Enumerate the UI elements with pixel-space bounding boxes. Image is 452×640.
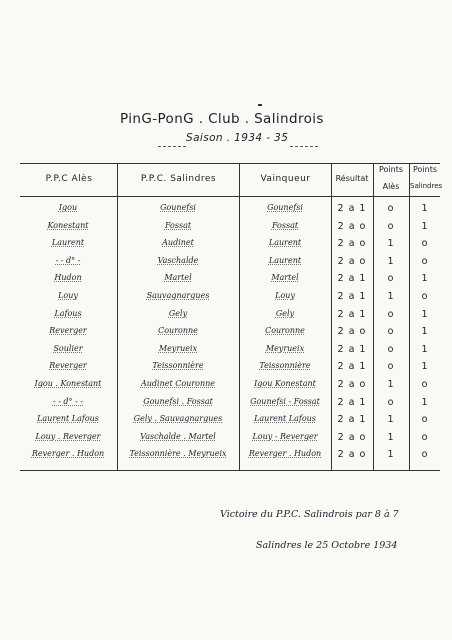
header-points-ales: Points [378,165,404,174]
cell-points-salindres: 1 [421,308,429,320]
cell-points-ales: o [387,308,395,320]
cell-vainqueur: Laurent [268,238,302,248]
header-ppc-salindres: P.P.C. Salindres [140,174,217,184]
cell-vainqueur: Laurent [268,255,302,265]
cell-points-ales: o [387,273,395,285]
cell-points-salindres: 1 [421,396,429,408]
cell-points-ales: o [387,220,395,232]
cell-vainqueur: Louy - Reverger [252,431,318,441]
cell-vainqueur: Reverger . Hudon [248,449,322,459]
cell-points-ales: 1 [387,379,395,390]
cell-points-salindres: 1 [421,220,429,232]
cell-points-ales: 1 [387,449,395,461]
cell-points-salindres: o [421,379,429,390]
cell-points-salindres: o [421,238,429,250]
cell-resultat: 2 a o [337,255,367,267]
cell-ppc-salindres: Vaschalde [157,255,199,265]
cell-points-salindres: o [421,255,429,267]
cell-points-salindres: o [421,291,429,302]
cell-vainqueur: Laurent Lafous [254,414,316,424]
cell-points-ales: o [387,396,395,408]
cell-resultat: 2 a o [337,220,367,232]
cell-ppc-salindres: Audinet Couronne [140,379,216,388]
cell-ppc-salindres: Gely [168,308,188,318]
subtitle-dash-left [158,146,186,147]
header-points-salindres-label: Salindres [410,182,443,190]
cell-vainqueur: Teissonnière [259,361,311,371]
cell-points-ales: o [387,203,395,214]
cell-points-salindres: 1 [421,203,429,214]
cell-points-ales: 1 [387,238,395,250]
cell-resultat: 2 a o [337,238,367,250]
cell-points-salindres: o [421,449,429,461]
cell-vainqueur: Gounefsi - Fossat [250,396,320,406]
cell-ppc-ales: Louy . Reverger [35,431,101,441]
cell-ppc-ales: Reverger [49,326,87,336]
cell-ppc-ales: Laurent [51,238,85,248]
table-header-rule [20,196,440,197]
cell-points-ales: o [387,326,395,338]
cell-vainqueur: Meyrueix [265,343,305,353]
cell-points-ales: o [387,343,395,355]
cell-ppc-salindres: Meyrueix [158,343,198,353]
cell-vainqueur: Martel [271,273,299,283]
header-ppc-ales: P.P.C Alès [45,174,93,184]
table-top-rule [20,163,440,164]
cell-resultat: 2 a 1 [337,343,367,355]
cell-ppc-ales: Reverger [49,361,87,371]
cell-ppc-salindres: Teissonnière [152,361,204,371]
cell-points-salindres: 1 [421,326,429,338]
cell-points-salindres: o [421,414,429,426]
cell-resultat: 2 a o [337,431,367,443]
cell-points-ales: 1 [387,255,395,267]
cell-resultat: 2 a o [337,449,367,461]
header-resultat: Résultat [335,174,369,183]
cell-vainqueur: Igou Konestant [254,379,316,388]
header-points-ales-label: Alès [382,182,400,191]
cell-resultat: 2 a 1 [337,396,367,408]
cell-resultat: 2 a 1 [337,291,367,302]
header-points-salindres: Points [412,165,438,174]
cell-ppc-ales: Laurent Lafous [37,414,99,424]
cell-ppc-salindres: Couronne [158,326,198,336]
cell-vainqueur: Gely [275,308,295,318]
cell-ppc-ales: - - d° - [55,255,81,265]
cell-ppc-ales: Soulier [53,343,83,353]
cell-resultat: 2 a o [337,326,367,338]
cell-ppc-salindres: Fossat [164,220,192,230]
cell-ppc-ales: Igou [58,203,78,212]
cell-vainqueur: Couronne [265,326,305,336]
victory-statement: Victoire du P.P.C. Salindrois par 8 à 7 [220,509,399,520]
date-signature: Salindres le 25 Octobre 1934 [256,540,398,551]
cell-ppc-ales: - - d° - - [52,396,84,406]
cell-resultat: 2 a 1 [337,414,367,426]
cell-points-ales: 1 [387,414,395,426]
cell-points-salindres: 1 [421,343,429,355]
cell-points-salindres: 1 [421,273,429,285]
cell-vainqueur: Fossat [271,220,299,230]
cell-ppc-ales: Konestant [47,220,89,230]
cell-ppc-salindres: Vaschalde . Martel [140,431,216,441]
cell-resultat: 2 a 1 [337,361,367,373]
cell-vainqueur: Gounefsi [267,203,303,212]
cell-ppc-salindres: Sauvagnargues [146,291,210,300]
cell-resultat: 2 a 1 [337,203,367,214]
cell-ppc-salindres: Teissonnière . Meyrueix [129,449,227,459]
cell-ppc-salindres: Audinet [162,238,194,248]
cell-points-ales: 1 [387,431,395,443]
cell-ppc-ales: Reverger . Hudon [31,449,105,459]
table-bottom-rule [20,470,440,471]
cell-points-ales: o [387,361,395,373]
cell-ppc-salindres: Gely . Sauvagnargues [133,414,223,424]
document-subtitle: Saison . 1934 - 35 [186,132,289,144]
cell-points-salindres: o [421,431,429,443]
cell-ppc-ales: Louy [58,291,78,300]
cell-resultat: 2 a 1 [337,308,367,320]
cell-ppc-salindres: Martel [164,273,192,283]
cell-resultat: 2 a o [337,379,367,390]
cell-vainqueur: Louy [275,291,295,300]
header-vainqueur: Vainqueur [260,174,311,184]
cell-ppc-salindres: Gounefsi [160,203,196,212]
cell-points-salindres: 1 [421,361,429,373]
cell-ppc-ales: Igou . Konestant [34,379,102,388]
cell-resultat: 2 a 1 [337,273,367,285]
cell-ppc-ales: Hudon [54,273,82,283]
cell-points-ales: 1 [387,291,395,302]
cell-ppc-salindres: Gounefsi . Fossat [143,396,213,406]
document-title: PinG-PonG . Club . Salindrois [120,111,324,127]
subtitle-dash-right [290,146,318,147]
cell-ppc-ales: Lafous [54,308,82,318]
pen-mark [258,104,262,106]
